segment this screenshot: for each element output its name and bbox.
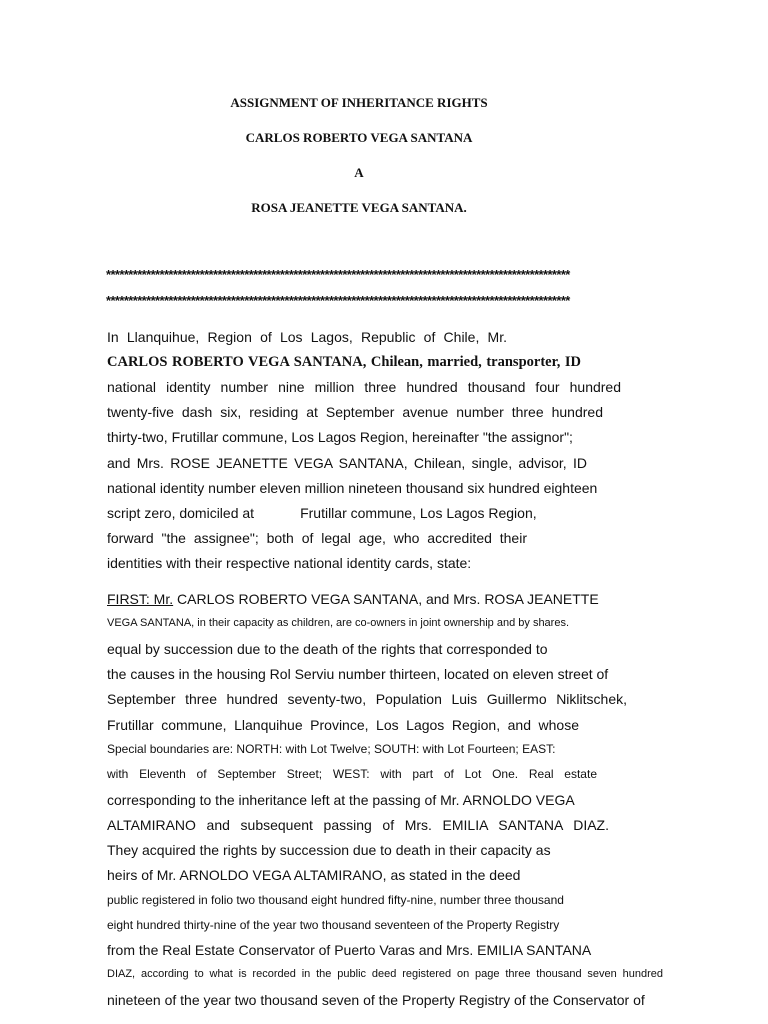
- first-clause-line-6: Frutillar commune, Llanquihue Province, Los Lagos Region, and whose: [107, 717, 579, 733]
- separator-row-2: ********************************************************************************************************: [106, 294, 570, 308]
- first-clause-line-17: nineteen of the year two thousand seven of the Property Registry of the Conservator of: [107, 992, 645, 1008]
- first-clause-line-16: DIAZ, according to what is recorded in the public deed registered on page three thousand seven hundred: [107, 968, 663, 980]
- intro-line-10: identities with their respective national identity cards, state:: [107, 555, 472, 571]
- first-clause-line-15: from the Real Estate Conservator of Puerto Varas and Mrs. EMILIA SANTANA: [107, 942, 592, 958]
- first-clause-line-8: with Eleventh of September Street; WEST: with part of Lot One. Real estate: [107, 767, 597, 781]
- first-clause-line-1-text: CARLOS ROBERTO VEGA SANTANA, and Mrs. ROSA JEANETTE: [173, 591, 599, 607]
- intro-line-7: national identity number eleven million nineteen thousand six hundred eighteen: [107, 480, 598, 496]
- intro-line-4: twenty-five dash six, residing at September avenue number three hundred: [107, 404, 603, 420]
- intro-line-6: and Mrs. ROSE JEANETTE VEGA SANTANA, Chilean, single, advisor, ID: [107, 455, 587, 471]
- first-clause-line-3: equal by succession due to the death of the rights that corresponded to: [107, 641, 548, 657]
- first-clause-line-13: public registered in folio two thousand eight hundred fifty-nine, number three thousand: [107, 893, 564, 907]
- intro-line-8: [107, 505, 627, 522]
- first-clause-line-4: the causes in the housing Rol Serviu number thirteen, located on eleven street of: [107, 666, 609, 682]
- intro-line-2: CARLOS ROBERTO VEGA SANTANA, Chilean, married, transporter, ID: [107, 354, 581, 370]
- intro-line-8-end: Frutillar commune, Los Lagos Region,: [300, 505, 537, 521]
- first-clause-line-1: [107, 591, 627, 608]
- first-clause-line-11: They acquired the rights by succession due to death in their capacity as: [107, 842, 551, 858]
- first-clause-label: FIRST: Mr.: [107, 591, 174, 607]
- intro-line-9: forward "the assignee"; both of legal age, who accredited their: [107, 530, 527, 546]
- first-clause-line-7: Special boundaries are: NORTH: with Lot Twelve; SOUTH: with Lot Fourteen; EAST:: [107, 742, 556, 756]
- first-clause-line-5: September three hundred seventy-two, Population Luis Guillermo Niklitschek,: [107, 691, 627, 707]
- assignor-name-heading: CARLOS ROBERTO VEGA SANTANA: [245, 130, 473, 145]
- document-title: ASSIGNMENT OF INHERITANCE RIGHTS: [230, 95, 488, 110]
- intro-line-8-start: script zero, domiciled at: [107, 505, 255, 521]
- to-heading: A: [354, 165, 364, 180]
- intro-line-3: national identity number nine million three hundred thousand four hundred: [107, 379, 621, 395]
- first-clause-line-12: heirs of Mr. ARNOLDO VEGA ALTAMIRANO, as stated in the deed: [107, 867, 521, 883]
- first-clause-line-9: corresponding to the inheritance left at the passing of Mr. ARNOLDO VEGA: [107, 792, 575, 808]
- first-clause-line-2: VEGA SANTANA, in their capacity as children, are co-owners in joint ownership and by shares.: [107, 617, 570, 629]
- first-clause-line-14: eight hundred thirty-nine of the year two thousand seventeen of the Property Registry: [107, 918, 560, 932]
- intro-line-1: In Llanquihue, Region of Los Lagos, Republic of Chile, Mr.: [107, 329, 507, 345]
- intro-line-5: thirty-two, Frutillar commune, Los Lagos Region, hereinafter "the assignor";: [107, 429, 573, 445]
- separator-row-1: ********************************************************************************************************: [106, 268, 570, 282]
- assignee-name-heading: ROSA JEANETTE VEGA SANTANA.: [251, 200, 467, 215]
- first-clause-line-10: ALTAMIRANO and subsequent passing of Mrs. EMILIA SANTANA DIAZ.: [107, 817, 609, 833]
